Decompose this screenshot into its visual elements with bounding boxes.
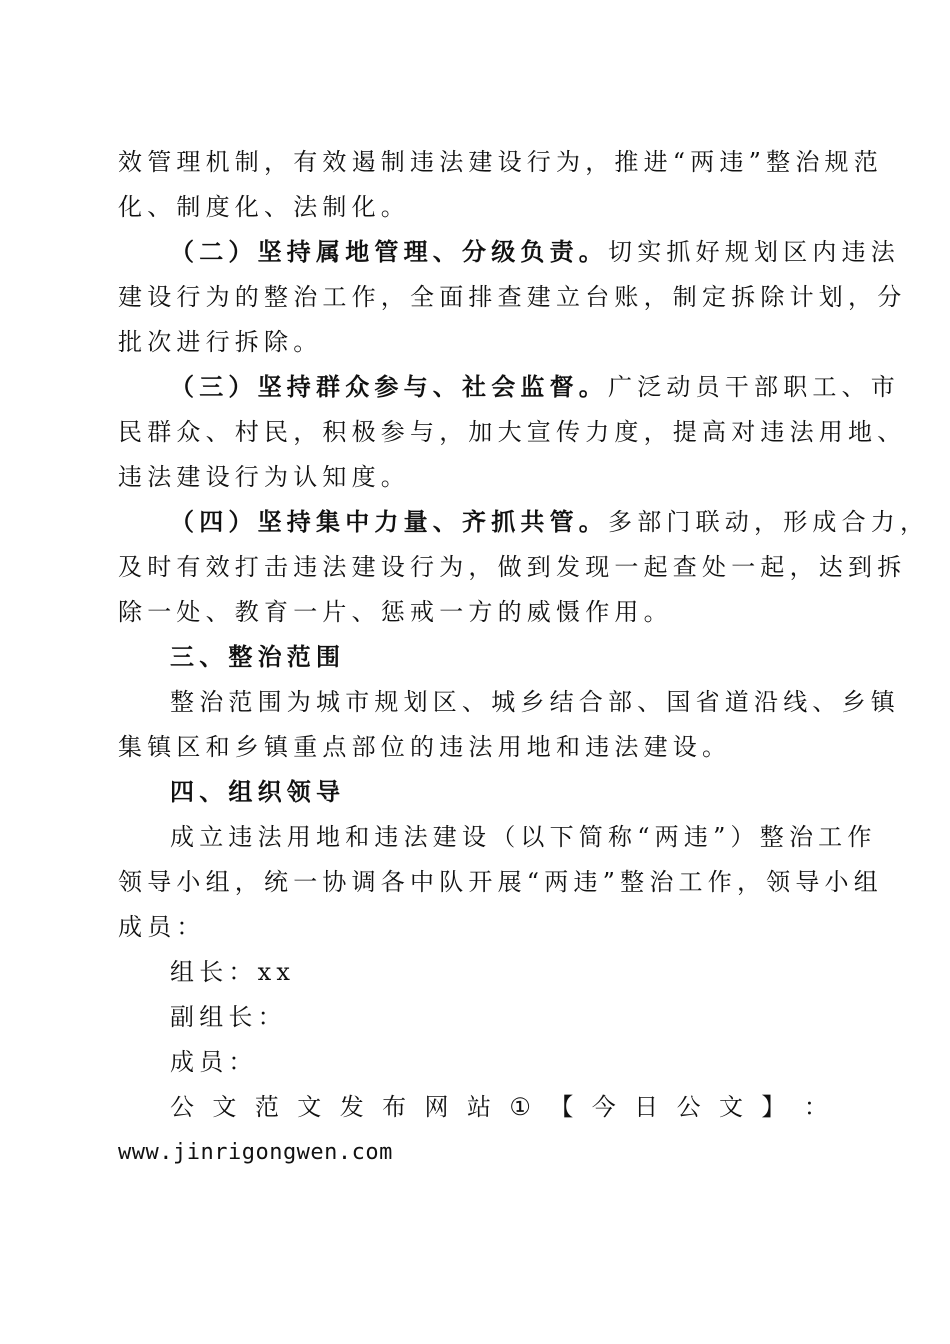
footer-site-label	[118, 1085, 828, 1130]
footer-char: ①	[509, 1093, 531, 1121]
paragraph-line: 建设行为的整治工作，全面排查建立台账，制定拆除计划，分	[118, 283, 907, 311]
paragraph-line: 民群众、村民，积极参与，加大宣传力度，提高对违法用地、	[118, 418, 907, 446]
footer-char: 范	[254, 1093, 279, 1121]
footer-char: 公	[170, 1093, 194, 1121]
footer-url: www.jinrigongwen.com	[118, 1140, 393, 1165]
footer-char: 站	[466, 1093, 491, 1121]
paragraph-line: 化、制度化、法制化。	[118, 193, 410, 221]
section-point-title: （四）坚持集中力量、齐抓共管。	[170, 508, 608, 536]
footer-char: 布	[382, 1093, 407, 1121]
footer-char: 公	[676, 1093, 701, 1121]
deputy-leader-line: 副组长：	[170, 1003, 287, 1031]
paragraph-line: 领导小组，统一协调各中队开展“两违”整治工作，领导小组	[118, 868, 883, 896]
footer-char: 【	[549, 1093, 574, 1121]
paragraph-line: 效管理机制，有效遏制违法建设行为，推进“两违”整治规范	[118, 148, 883, 176]
paragraph-line	[118, 230, 900, 275]
section-point-title: （二）坚持属地管理、分级负责。	[170, 238, 608, 266]
footer-char: 】	[761, 1093, 786, 1121]
footer-char: 文	[297, 1093, 322, 1121]
footer-char: 日	[634, 1093, 659, 1121]
paragraph-text: 多部门联动，形成合力，	[608, 508, 930, 536]
footer-char: ：	[803, 1093, 828, 1121]
paragraph-line: 批次进行拆除。	[118, 328, 323, 356]
paragraph-line: 及时有效打击违法建设行为，做到发现一起查处一起，达到拆	[118, 553, 907, 581]
footer-char: 文	[212, 1093, 237, 1121]
paragraph-line	[118, 365, 900, 410]
leader-line: 组长：xx	[170, 958, 296, 986]
section-point-title: （三）坚持群众参与、社会监督。	[170, 373, 608, 401]
paragraph-line	[118, 500, 930, 545]
section-heading-scope: 三、整治范围	[170, 643, 346, 671]
paragraph-line: 整治范围为城市规划区、城乡结合部、国省道沿线、乡镇	[170, 688, 900, 716]
footer-char: 今	[591, 1093, 616, 1121]
paragraph-line: 除一处、教育一片、惩戒一方的威慑作用。	[118, 598, 673, 626]
footer-char: 发	[339, 1093, 364, 1121]
paragraph-line: 成员：	[118, 913, 206, 941]
section-heading-organization: 四、组织领导	[170, 778, 346, 806]
document-body	[118, 140, 930, 1175]
paragraph-line: 违法建设行为认知度。	[118, 463, 410, 491]
footer-char: 文	[719, 1093, 743, 1121]
paragraph-text: 切实抓好规划区内违法	[608, 238, 900, 266]
paragraph-text: 广泛动员干部职工、市	[608, 373, 900, 401]
footer-char: 网	[424, 1093, 449, 1121]
paragraph-line: 集镇区和乡镇重点部位的违法用地和违法建设。	[118, 733, 732, 761]
paragraph-line: 成立违法用地和违法建设（以下简称“两违”）整治工作	[170, 823, 877, 851]
members-line: 成员：	[170, 1048, 258, 1076]
